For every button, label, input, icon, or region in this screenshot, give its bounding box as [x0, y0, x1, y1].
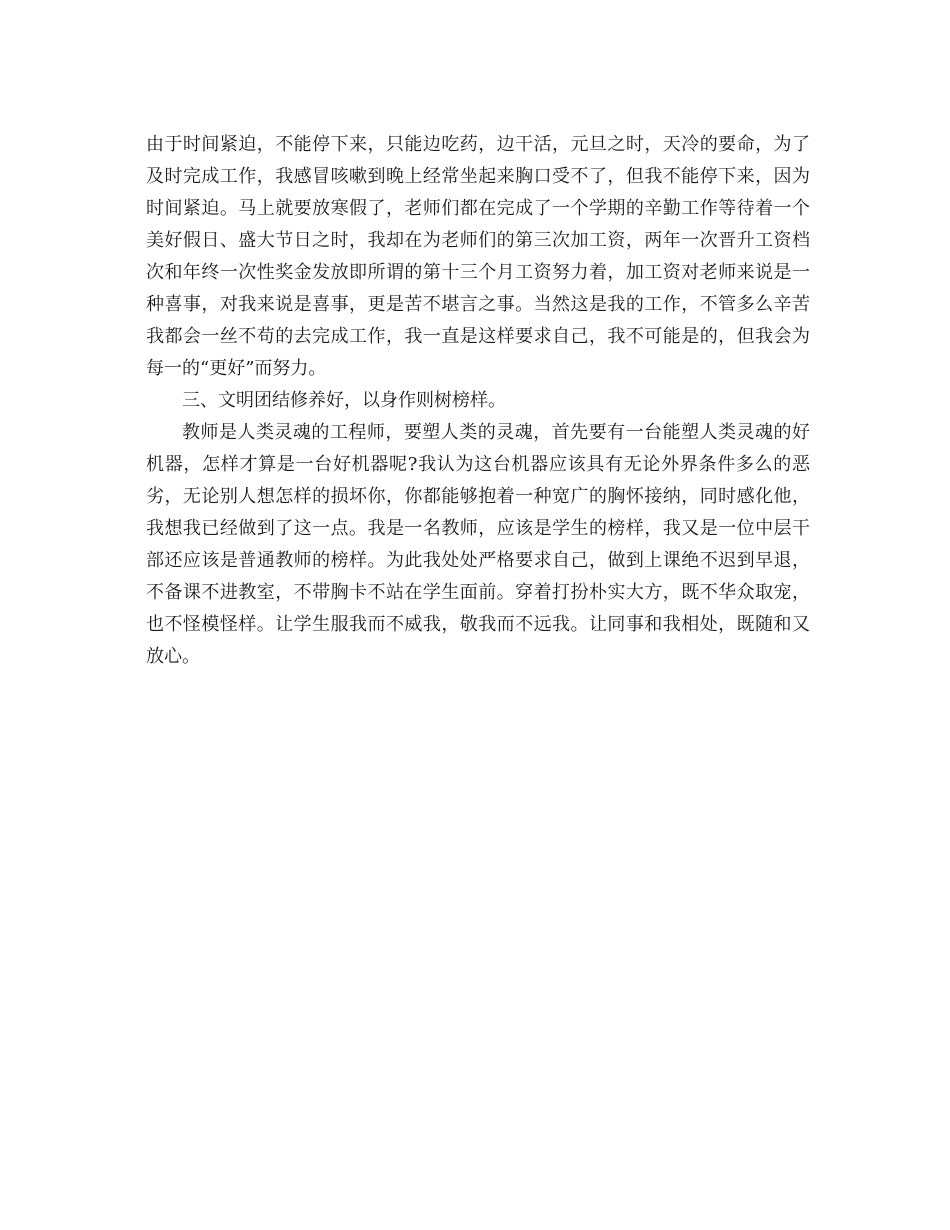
paragraph-continuation: 由于时间紧迫，不能停下来，只能边吃药，边干活，元旦之时，天冷的要命，为了及时完成工作，我感冒咳嗽到晚上经常坐起来胸口受不了，但我不能停下来，因为时间紧迫。马上就要放寒假了，老师们都在完成了一个学期的辛勤工作等待着一个美好假日、盛大节日之时，我却在为老师们的第三次加工资，两年一次晋升工资档次和年终一次性奖金发放即所谓的第十三个月工资努力着，加工资对老师来说是一种喜事，对我来说是喜事，更是苦不堪言之事。当然这是我的工作，不管多么辛苦我都会一丝不苟的去完成工作，我一直是这样要求自己，我不可能是的，但我会为每一的“更好”而努力。: [146, 134, 810, 379]
section-heading: 三、文明团结修养好，以身作则树榜样。: [182, 390, 506, 411]
paragraph-body: 教师是人类灵魂的工程师，要塑人类的灵魂，首先要有一台能塑人类灵魂的好机器，怎样才算是一台好机器呢?我认为这台机器应该具有无论外界条件多么的恶劣，无论别人想怎样的损坏你，你都能够抱着一种宽广的胸怀接纳，同时感化他，我想我已经做到了这一点。我是一名教师，应该是学生的榜样，我又是一位中层干部还应该是普通教师的榜样。为此我处处严格要求自己，做到上课绝不迟到早退，不备课不进教室，不带胸卡不站在学生面前。穿着打扮朴实大方，既不华众取宠，也不怪模怪样。让学生服我而不威我，敬我而不远我。让同事和我相处，既随和又放心。: [146, 422, 810, 667]
document-body: [146, 129, 810, 673]
